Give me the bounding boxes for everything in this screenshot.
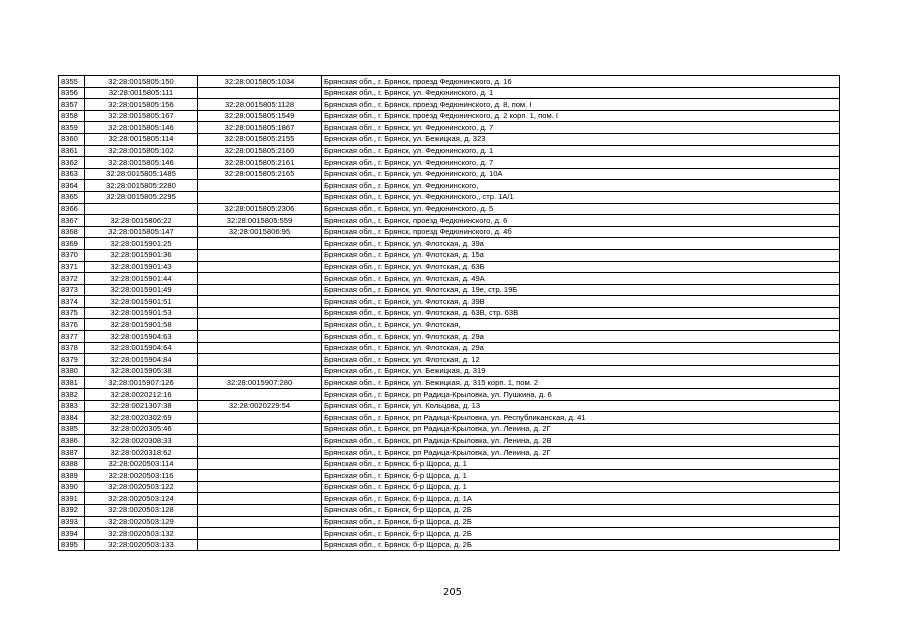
- related-cadastral-number-cell: [198, 238, 322, 250]
- cadastral-number-cell: 32:28:0015901:49: [85, 284, 198, 296]
- table-row: [59, 215, 840, 227]
- property-register-table: [58, 75, 840, 551]
- related-cadastral-number-cell: [198, 365, 322, 377]
- table-row: [59, 319, 840, 331]
- related-cadastral-number-cell: [198, 307, 322, 319]
- table-row: [59, 377, 840, 389]
- cadastral-number-cell: 32:28:0015901:58: [85, 319, 198, 331]
- related-cadastral-number-cell: [198, 319, 322, 331]
- related-cadastral-number-cell: [198, 412, 322, 424]
- row-number-cell: 8362: [59, 157, 85, 169]
- address-cell: Брянская обл., г. Брянск, б-р Щорса, д. 2Б: [322, 528, 840, 540]
- table-row: [59, 470, 840, 482]
- page-number: 205: [442, 587, 463, 598]
- cadastral-number-cell: 32:28:0015806:22: [85, 215, 198, 227]
- row-number-cell: 8359: [59, 122, 85, 134]
- cadastral-number-cell: 32:28:0015901:44: [85, 273, 198, 285]
- cadastral-number-cell: 32:28:0015905:38: [85, 365, 198, 377]
- address-cell: Брянская обл., г. Брянск, ул. Бежицкая, д. 323: [322, 133, 840, 145]
- related-cadastral-number-cell: [198, 423, 322, 435]
- address-cell: Брянская обл., г. Брянск, ул. Кольцова, д. 13: [322, 400, 840, 412]
- related-cadastral-number-cell: 32:28:0015907:280: [198, 377, 322, 389]
- cadastral-number-cell: 32:28:0020503:129: [85, 516, 198, 528]
- address-cell: Брянская обл., г. Брянск, проезд Федюнинского, д. 8, пом. I: [322, 99, 840, 111]
- related-cadastral-number-cell: 32:28:0015805:2165: [198, 168, 322, 180]
- table-row: [59, 423, 840, 435]
- cadastral-number-cell: 32:28:0015805:146: [85, 122, 198, 134]
- related-cadastral-number-cell: [198, 528, 322, 540]
- table-row: [59, 203, 840, 215]
- table-row: [59, 249, 840, 261]
- table-row: [59, 110, 840, 122]
- row-number-cell: 8369: [59, 238, 85, 250]
- table-row: [59, 226, 840, 238]
- address-cell: Брянская обл., г. Брянск, рп Радица-Крыловка, ул. Республиканская, д. 41: [322, 412, 840, 424]
- address-cell: Брянская обл., г. Брянск, ул. Федюнинского, д. 7: [322, 157, 840, 169]
- related-cadastral-number-cell: 32:28:0015805:2160: [198, 145, 322, 157]
- related-cadastral-number-cell: [198, 191, 322, 203]
- cadastral-number-cell: 32:28:0015904:63: [85, 331, 198, 343]
- related-cadastral-number-cell: 32:28:0015805:1128: [198, 99, 322, 111]
- table-row: [59, 400, 840, 412]
- related-cadastral-number-cell: 32:28:0015805:1034: [198, 76, 322, 88]
- row-number-cell: 8385: [59, 423, 85, 435]
- cadastral-number-cell: 32:28:0020308:33: [85, 435, 198, 447]
- row-number-cell: 8368: [59, 226, 85, 238]
- related-cadastral-number-cell: [198, 249, 322, 261]
- cadastral-number-cell: 32:28:0015901:43: [85, 261, 198, 273]
- address-cell: Брянская обл., г. Брянск, ул. Флотская, д. 19е, стр. 19Б: [322, 284, 840, 296]
- table-row: [59, 87, 840, 99]
- row-number-cell: 8391: [59, 493, 85, 505]
- address-cell: Брянская обл., г. Брянск, б-р Щорса, д. 2Б: [322, 539, 840, 551]
- related-cadastral-number-cell: [198, 342, 322, 354]
- row-number-cell: 8380: [59, 365, 85, 377]
- row-number-cell: 8388: [59, 458, 85, 470]
- table-row: [59, 504, 840, 516]
- table-row: [59, 331, 840, 343]
- table-row: [59, 273, 840, 285]
- table-row: [59, 180, 840, 192]
- related-cadastral-number-cell: [198, 331, 322, 343]
- address-cell: Брянская обл., г. Брянск, проезд Федюнинского, д. 16: [322, 76, 840, 88]
- address-cell: Брянская обл., г. Брянск, б-р Щорса, д. 1: [322, 470, 840, 482]
- row-number-cell: 8389: [59, 470, 85, 482]
- row-number-cell: 8375: [59, 307, 85, 319]
- row-number-cell: 8374: [59, 296, 85, 308]
- table-row: [59, 342, 840, 354]
- table-row: [59, 191, 840, 203]
- table-row: [59, 516, 840, 528]
- row-number-cell: 8377: [59, 331, 85, 343]
- cadastral-number-cell: 32:28:0020302:69: [85, 412, 198, 424]
- row-number-cell: 8373: [59, 284, 85, 296]
- related-cadastral-number-cell: [198, 516, 322, 528]
- table-row: [59, 307, 840, 319]
- related-cadastral-number-cell: 32:28:0015806:95: [198, 226, 322, 238]
- table-row: [59, 528, 840, 540]
- related-cadastral-number-cell: 32:28:0015805:559: [198, 215, 322, 227]
- related-cadastral-number-cell: [198, 539, 322, 551]
- related-cadastral-number-cell: 32:28:0020229:54: [198, 400, 322, 412]
- table-row: [59, 296, 840, 308]
- address-cell: Брянская обл., г. Брянск, ул. Федюнинского,, стр. 1А/1: [322, 191, 840, 203]
- row-number-cell: 8383: [59, 400, 85, 412]
- address-cell: Брянская обл., г. Брянск, рп Радица-Крыловка, ул. Пушкина, д. 6: [322, 389, 840, 401]
- address-cell: Брянская обл., г. Брянск, ул. Федюнинского, д. 7: [322, 122, 840, 134]
- cadastral-number-cell: 32:28:0015907:126: [85, 377, 198, 389]
- table-row: [59, 157, 840, 169]
- related-cadastral-number-cell: [198, 481, 322, 493]
- table-row: [59, 447, 840, 459]
- related-cadastral-number-cell: [198, 435, 322, 447]
- address-cell: Брянская обл., г. Брянск, ул. Флотская, д. 63Б: [322, 261, 840, 273]
- cadastral-number-cell: 32:28:0015805:150: [85, 76, 198, 88]
- related-cadastral-number-cell: [198, 493, 322, 505]
- related-cadastral-number-cell: [198, 87, 322, 99]
- row-number-cell: 8379: [59, 354, 85, 366]
- row-number-cell: 8395: [59, 539, 85, 551]
- table-row: [59, 238, 840, 250]
- row-number-cell: 8358: [59, 110, 85, 122]
- cadastral-number-cell: 32:28:0015805:102: [85, 145, 198, 157]
- row-number-cell: 8360: [59, 133, 85, 145]
- address-cell: Брянская обл., г. Брянск, ул. Флотская, д. 15а: [322, 249, 840, 261]
- cadastral-number-cell: 32:28:0015805:156: [85, 99, 198, 111]
- cadastral-number-cell: 32:28:0015901:51: [85, 296, 198, 308]
- row-number-cell: 8394: [59, 528, 85, 540]
- cadastral-number-cell: 32:28:0020503:116: [85, 470, 198, 482]
- cadastral-number-cell: 32:28:0020305:46: [85, 423, 198, 435]
- cadastral-number-cell: 32:28:0015901:25: [85, 238, 198, 250]
- row-number-cell: 8366: [59, 203, 85, 215]
- cadastral-number-cell: 32:28:0021307:38: [85, 400, 198, 412]
- table-row: [59, 412, 840, 424]
- related-cadastral-number-cell: [198, 458, 322, 470]
- related-cadastral-number-cell: [198, 389, 322, 401]
- row-number-cell: 8364: [59, 180, 85, 192]
- row-number-cell: 8392: [59, 504, 85, 516]
- address-cell: Брянская обл., г. Брянск, ул. Флотская, д. 29а: [322, 331, 840, 343]
- related-cadastral-number-cell: 32:28:0015805:1867: [198, 122, 322, 134]
- cadastral-number-cell: 32:28:0015805:147: [85, 226, 198, 238]
- cadastral-number-cell: 32:28:0015805:114: [85, 133, 198, 145]
- row-number-cell: 8367: [59, 215, 85, 227]
- row-number-cell: 8382: [59, 389, 85, 401]
- address-cell: Брянская обл., г. Брянск, рп Радица-Крыловка, ул. Ленина, д. 2В: [322, 435, 840, 447]
- row-number-cell: 8390: [59, 481, 85, 493]
- row-number-cell: 8376: [59, 319, 85, 331]
- address-cell: Брянская обл., г. Брянск, ул. Федюнинского, д. 1: [322, 145, 840, 157]
- cadastral-number-cell: 32:28:0020503:132: [85, 528, 198, 540]
- related-cadastral-number-cell: 32:28:0015805:1549: [198, 110, 322, 122]
- row-number-cell: 8387: [59, 447, 85, 459]
- cadastral-number-cell: 32:28:0020503:124: [85, 493, 198, 505]
- address-cell: Брянская обл., г. Брянск, ул. Федюнинского,: [322, 180, 840, 192]
- cadastral-number-cell: 32:28:0015805:2280: [85, 180, 198, 192]
- cadastral-number-cell: 32:28:0015805:146: [85, 157, 198, 169]
- related-cadastral-number-cell: [198, 470, 322, 482]
- row-number-cell: 8372: [59, 273, 85, 285]
- address-cell: Брянская обл., г. Брянск, б-р Щорса, д. 2Б: [322, 504, 840, 516]
- cadastral-number-cell: [85, 203, 198, 215]
- related-cadastral-number-cell: 32:28:0015805:2306: [198, 203, 322, 215]
- table-row: [59, 76, 840, 88]
- table-row: [59, 99, 840, 111]
- row-number-cell: 8357: [59, 99, 85, 111]
- table-row: [59, 365, 840, 377]
- row-number-cell: 8356: [59, 87, 85, 99]
- cadastral-number-cell: 32:28:0020503:122: [85, 481, 198, 493]
- cadastral-number-cell: 32:28:0020503:133: [85, 539, 198, 551]
- address-cell: Брянская обл., г. Брянск, ул. Флотская, д. 49А: [322, 273, 840, 285]
- row-number-cell: 8370: [59, 249, 85, 261]
- table-row: [59, 354, 840, 366]
- row-number-cell: 8365: [59, 191, 85, 203]
- address-cell: Брянская обл., г. Брянск, б-р Щорса, д. 1: [322, 458, 840, 470]
- address-cell: Брянская обл., г. Брянск, проезд Федюнинского, д. 4б: [322, 226, 840, 238]
- cadastral-number-cell: 32:28:0020318:62: [85, 447, 198, 459]
- table-row: [59, 481, 840, 493]
- address-cell: Брянская обл., г. Брянск, ул. Флотская, д. 29а: [322, 342, 840, 354]
- related-cadastral-number-cell: 32:28:0015805:2161: [198, 157, 322, 169]
- cadastral-number-cell: 32:28:0015901:53: [85, 307, 198, 319]
- address-cell: Брянская обл., г. Брянск, ул. Федюнинского, д. 10А: [322, 168, 840, 180]
- address-cell: Брянская обл., г. Брянск, ул. Флотская, д. 39а: [322, 238, 840, 250]
- table-row: [59, 539, 840, 551]
- address-cell: Брянская обл., г. Брянск, ул. Флотская,: [322, 319, 840, 331]
- table-row: [59, 493, 840, 505]
- table-row: [59, 122, 840, 134]
- row-number-cell: 8363: [59, 168, 85, 180]
- address-cell: Брянская обл., г. Брянск, ул. Флотская, д. 12: [322, 354, 840, 366]
- row-number-cell: 8361: [59, 145, 85, 157]
- table-row: [59, 435, 840, 447]
- row-number-cell: 8371: [59, 261, 85, 273]
- cadastral-number-cell: 32:28:0015904:84: [85, 354, 198, 366]
- table-row: [59, 261, 840, 273]
- row-number-cell: 8384: [59, 412, 85, 424]
- cadastral-number-cell: 32:28:0015904:64: [85, 342, 198, 354]
- address-cell: Брянская обл., г. Брянск, б-р Щорса, д. 1А: [322, 493, 840, 505]
- related-cadastral-number-cell: [198, 354, 322, 366]
- table-row: [59, 284, 840, 296]
- address-cell: Брянская обл., г. Брянск, рп Радица-Крыловка, ул. Ленина, д. 2Г: [322, 423, 840, 435]
- address-cell: Брянская обл., г. Брянск, б-р Щорса, д. 1: [322, 481, 840, 493]
- table-row: [59, 458, 840, 470]
- table-row: [59, 145, 840, 157]
- related-cadastral-number-cell: [198, 180, 322, 192]
- address-cell: Брянская обл., г. Брянск, проезд Федюнинского, д. 2 корп. 1, пом. I: [322, 110, 840, 122]
- row-number-cell: 8386: [59, 435, 85, 447]
- address-cell: Брянская обл., г. Брянск, проезд Федюнинского, д. 6: [322, 215, 840, 227]
- row-number-cell: 8381: [59, 377, 85, 389]
- related-cadastral-number-cell: [198, 296, 322, 308]
- cadastral-number-cell: 32:28:0020503:128: [85, 504, 198, 516]
- address-cell: Брянская обл., г. Брянск, ул. Федюнинского, д. 1: [322, 87, 840, 99]
- row-number-cell: 8393: [59, 516, 85, 528]
- cadastral-number-cell: 32:28:0015805:111: [85, 87, 198, 99]
- cadastral-number-cell: 32:28:0015805:167: [85, 110, 198, 122]
- property-register-body: [59, 76, 840, 551]
- related-cadastral-number-cell: [198, 504, 322, 516]
- address-cell: Брянская обл., г. Брянск, б-р Щорса, д. 2Б: [322, 516, 840, 528]
- related-cadastral-number-cell: [198, 261, 322, 273]
- cadastral-number-cell: 32:28:0015805:1485: [85, 168, 198, 180]
- address-cell: Брянская обл., г. Брянск, ул. Флотская, д. 39В: [322, 296, 840, 308]
- row-number-cell: 8378: [59, 342, 85, 354]
- related-cadastral-number-cell: [198, 273, 322, 285]
- table-row: [59, 389, 840, 401]
- cadastral-number-cell: 32:28:0020503:114: [85, 458, 198, 470]
- row-number-cell: 8355: [59, 76, 85, 88]
- table-row: [59, 168, 840, 180]
- related-cadastral-number-cell: [198, 447, 322, 459]
- related-cadastral-number-cell: [198, 284, 322, 296]
- address-cell: Брянская обл., г. Брянск, ул. Федюнинского, д. 5: [322, 203, 840, 215]
- table-row: [59, 133, 840, 145]
- cadastral-number-cell: 32:28:0015901:36: [85, 249, 198, 261]
- address-cell: Брянская обл., г. Брянск, ул. Бежицкая, д. 319: [322, 365, 840, 377]
- cadastral-number-cell: 32:28:0015805:2295: [85, 191, 198, 203]
- address-cell: Брянская обл., г. Брянск, рп Радица-Крыловка, ул. Ленина, д. 2Г: [322, 447, 840, 459]
- related-cadastral-number-cell: 32:28:0015805:2155: [198, 133, 322, 145]
- address-cell: Брянская обл., г. Брянск, ул. Бежицкая, д. 315 корп. 1, пом. 2: [322, 377, 840, 389]
- address-cell: Брянская обл., г. Брянск, ул. Флотская, д. 63В, стр. 63В: [322, 307, 840, 319]
- cadastral-number-cell: 32:28:0020212:16: [85, 389, 198, 401]
